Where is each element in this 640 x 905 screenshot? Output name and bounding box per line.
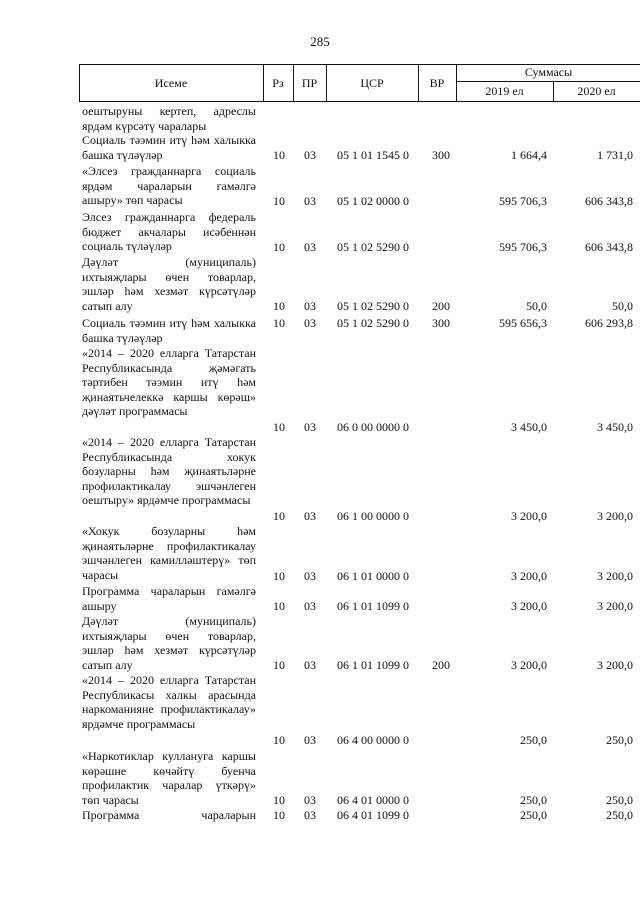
row-2020: 3 200,0 bbox=[597, 599, 633, 614]
row-csr: 05 1 02 5290 0 bbox=[337, 316, 409, 331]
row-name: Социаль тәэмин итү һәм халыкка башка түләүләр bbox=[82, 133, 256, 162]
row-rz: 10 bbox=[273, 793, 285, 808]
row-2020: 3 200,0 bbox=[597, 658, 633, 673]
table-row bbox=[79, 255, 640, 314]
row-name: «2014 – 2020 елларга Татарстан Республикасы халкы арасында наркоманияне профилактикалау» ярдәмче программасы bbox=[82, 673, 256, 731]
row-2019: 595 706,3 bbox=[499, 240, 547, 255]
header-rz: Рз bbox=[272, 75, 284, 90]
row-2020: 250,0 bbox=[606, 808, 633, 823]
table-row bbox=[79, 164, 640, 209]
row-rz: 10 bbox=[273, 420, 285, 435]
row-2020: 3 450,0 bbox=[597, 420, 633, 435]
row-pr: 03 bbox=[304, 808, 316, 823]
row-2019: 3 450,0 bbox=[511, 420, 547, 435]
row-2020: 1 731,0 bbox=[597, 148, 633, 163]
row-csr: 06 1 00 0000 0 bbox=[337, 509, 409, 524]
row-name: оештыруны кертеп, адреслы ярдәм күрсәтү чаралары bbox=[82, 104, 256, 133]
row-pr: 03 bbox=[304, 420, 316, 435]
row-2019: 3 200,0 bbox=[511, 599, 547, 614]
row-2019: 595 656,3 bbox=[499, 316, 547, 331]
table-row bbox=[79, 210, 640, 255]
row-vr: 300 bbox=[432, 316, 450, 331]
header-name: Исеме bbox=[154, 75, 188, 90]
row-csr: 05 1 02 5290 0 bbox=[337, 299, 409, 314]
row-pr: 03 bbox=[304, 658, 316, 673]
row-2019: 250,0 bbox=[520, 793, 547, 808]
row-2019: 250,0 bbox=[520, 808, 547, 823]
row-name: «Элсез гражданнарга социаль ярдәм чараларын гамәлгә ашыру» төп чарасы bbox=[82, 164, 256, 208]
row-pr: 03 bbox=[304, 299, 316, 314]
table-row bbox=[79, 749, 640, 808]
row-2019: 3 200,0 bbox=[511, 569, 547, 584]
row-2019: 3 200,0 bbox=[511, 509, 547, 524]
row-2019: 250,0 bbox=[520, 733, 547, 748]
row-rz: 10 bbox=[273, 299, 285, 314]
row-2020: 250,0 bbox=[606, 733, 633, 748]
row-name: Программа чараларын bbox=[82, 808, 256, 822]
row-2020: 250,0 bbox=[606, 793, 633, 808]
row-name: «2014 – 2020 елларга Татарстан Республикасында хокук бозуларны һәм җинаятьләрне профилактикалау эшчәнлеген оештыру» ярдәмче программасы bbox=[82, 435, 256, 508]
row-name: «2014 – 2020 елларга Татарстан Республикасында җәмәгать тәртибен тәэмин итү һәм җинаятьчелеккә каршы көрәш» дәүләт программасы bbox=[82, 346, 256, 419]
table-row bbox=[79, 584, 640, 614]
table-row bbox=[79, 104, 640, 133]
row-2019: 3 200,0 bbox=[511, 658, 547, 673]
header-2020: 2020 ел bbox=[577, 84, 616, 98]
row-pr: 03 bbox=[304, 569, 316, 584]
row-csr: 06 1 01 1099 0 bbox=[337, 599, 409, 614]
row-pr: 03 bbox=[304, 148, 316, 163]
table-row bbox=[79, 673, 640, 748]
row-csr: 06 4 01 0000 0 bbox=[337, 793, 409, 808]
page-number: 285 bbox=[310, 34, 330, 49]
header-vr: ВР bbox=[429, 75, 445, 90]
row-name: Социаль тәэмин итү һәм халыкка башка түләүләр bbox=[82, 316, 256, 345]
row-name: Дәүләт (муниципаль) ихтыяҗлары өчен товарлар, эшләр һәм хезмәт күрсәтүләр сатып алу bbox=[82, 614, 256, 672]
row-pr: 03 bbox=[304, 793, 316, 808]
row-name: «Наркотиклар куллануга каршы көрәшне көчәйтү буенча профилактик чаралар үткәрү» төп чарасы bbox=[82, 749, 256, 807]
row-2020: 606 343,8 bbox=[585, 194, 633, 209]
row-2020: 50,0 bbox=[612, 299, 633, 314]
row-csr: 05 1 02 0000 0 bbox=[337, 194, 409, 209]
header-2019: 2019 ел bbox=[485, 84, 524, 98]
row-name: Программа чараларын гамәлгә ашыру bbox=[82, 584, 256, 613]
row-2020: 3 200,0 bbox=[597, 569, 633, 584]
row-2020: 3 200,0 bbox=[597, 509, 633, 524]
table-row bbox=[79, 808, 640, 823]
row-rz: 10 bbox=[273, 148, 285, 163]
row-name: «Хокук бозуларны һәм җинаятьләрне профилактикалау эшчәнлеген камилләштерү» төп чарасы bbox=[82, 524, 256, 582]
row-rz: 10 bbox=[273, 808, 285, 823]
row-2020: 606 343,8 bbox=[585, 240, 633, 255]
table-row bbox=[79, 133, 640, 163]
header-pr: ПР bbox=[301, 75, 318, 90]
table-header bbox=[79, 64, 640, 102]
row-vr: 200 bbox=[432, 299, 450, 314]
row-2019: 595 706,3 bbox=[499, 194, 547, 209]
row-pr: 03 bbox=[304, 194, 316, 209]
header-sums: Суммасы bbox=[524, 65, 573, 79]
row-rz: 10 bbox=[273, 599, 285, 614]
table-row bbox=[79, 614, 640, 673]
row-csr: 06 1 01 0000 0 bbox=[337, 569, 409, 584]
row-pr: 03 bbox=[304, 733, 316, 748]
row-pr: 03 bbox=[304, 599, 316, 614]
row-rz: 10 bbox=[273, 316, 285, 331]
row-rz: 10 bbox=[273, 194, 285, 209]
row-pr: 03 bbox=[304, 509, 316, 524]
row-rz: 10 bbox=[273, 240, 285, 255]
row-name: Элсез гражданнарга федераль бюджет акчалары исәбеннән социаль түләүләр bbox=[82, 210, 256, 254]
table-row bbox=[79, 316, 640, 346]
row-vr: 300 bbox=[432, 148, 450, 163]
row-rz: 10 bbox=[273, 569, 285, 584]
row-rz: 10 bbox=[273, 658, 285, 673]
row-csr: 05 1 01 1545 0 bbox=[337, 148, 409, 163]
row-2020: 606 293,8 bbox=[585, 316, 633, 331]
row-csr: 05 1 02 5290 0 bbox=[337, 240, 409, 255]
row-csr: 06 4 01 1099 0 bbox=[337, 808, 409, 823]
row-csr: 06 4 00 0000 0 bbox=[337, 733, 409, 748]
header-csr: ЦСР bbox=[360, 75, 384, 90]
row-csr: 06 0 00 0000 0 bbox=[337, 420, 409, 435]
row-name: Дәүләт (муниципаль) ихтыяҗлары өчен товарлар, эшләр һәм хезмәт күрсәтүләр сатып алу bbox=[82, 255, 256, 313]
row-pr: 03 bbox=[304, 240, 316, 255]
table-row bbox=[79, 435, 640, 524]
row-rz: 10 bbox=[273, 733, 285, 748]
row-2019: 50,0 bbox=[526, 299, 547, 314]
table-row bbox=[79, 524, 640, 584]
row-vr: 200 bbox=[432, 658, 450, 673]
row-pr: 03 bbox=[304, 316, 316, 331]
row-2019: 1 664,4 bbox=[511, 148, 547, 163]
row-rz: 10 bbox=[273, 509, 285, 524]
table-row bbox=[79, 346, 640, 435]
row-csr: 06 1 01 1099 0 bbox=[337, 658, 409, 673]
